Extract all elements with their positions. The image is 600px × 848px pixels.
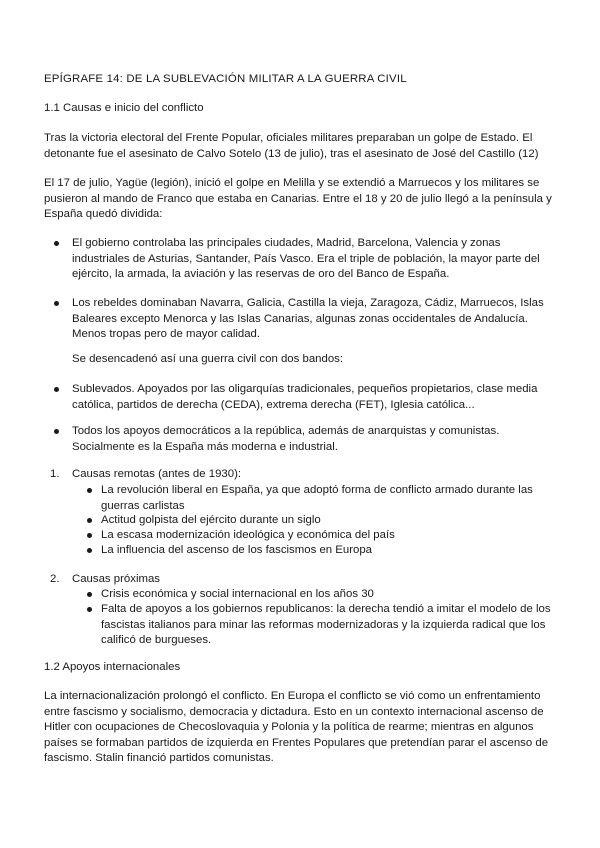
indented-line-dos-bandos: Se desencadenó así una guerra civil con dos bandos: — [72, 353, 344, 365]
bullet-icon — [54, 387, 59, 392]
section-heading-causas: 1.1 Causas e inicio del conflicto — [44, 102, 204, 114]
sub-list-item-text: Falta de apoyos a los gobiernos republicanos: la derecha tendió a imitar el modelo de los fascistas italianos para minar las reformas modernizadoras y la izquierda radical que los calificó de burgueses. — [101, 603, 551, 647]
bullet-icon — [54, 301, 59, 306]
numbered-item-label: Causas remotas (antes de 1930): — [72, 468, 242, 480]
bullet-icon — [87, 548, 92, 553]
bullet-icon — [87, 592, 92, 597]
bullet-icon — [87, 533, 92, 538]
list-item-text: Los rebeldes dominaban Navarra, Galicia, Castilla la vieja, Zaragoza, Cádiz, Marruecos, Islas Baleares excepto Menorca y las Islas Canarias, algunas zonas occidentales de Andalucía. Menos tropas pero de mayor calidad. — [72, 297, 544, 341]
sub-list-item — [101, 543, 560, 559]
paragraph-17-julio: El 17 de julio, Yagüe (legión), inició el golpe en Melilla y se extendió a Marruecos y los militares se pusieron al mando de Franco que estaba en Canarias. Entre el 18 y 20 de julio llegó a la península y España quedó dividida: — [44, 177, 552, 221]
sub-list-item — [101, 483, 560, 514]
sub-list-item-text: Actitud golpista del ejército durante un siglo — [101, 514, 321, 526]
bullet-icon — [54, 429, 59, 434]
sub-list-item — [101, 602, 560, 649]
list-item-text: Sublevados. Apoyados por las oligarquías tradicionales, pequeños propietarios, clase media católica, partidos de derecha (CEDA), extrema derecha (FET), Iglesia católica... — [72, 383, 538, 411]
sub-list-item — [101, 513, 560, 529]
list-item-gobierno — [72, 236, 560, 283]
list-item-rebeldes — [72, 296, 560, 343]
list-item-republica — [72, 424, 560, 455]
sub-list-item-text: La escasa modernización ideológica y económica del país — [101, 529, 395, 541]
paragraph-internacionalizacion: La internacionalización prolongó el conflicto. En Europa el conflicto se vió como un enfrentamiento entre fascismo y socialismo, democracia y dictadura. Esto en un contexto internacional ascenso de Hitler con ocupaciones de Checoslovaquia y Polonia y la política de rearme; mientras en algunos países se formaban partidos de izquierda en Frentes Populares que pretendían parar el ascenso de fascismo. Stalin financió partidos comunistas. — [44, 690, 549, 765]
numbered-item-causas-proximas — [50, 572, 560, 588]
sub-list-item — [101, 587, 560, 603]
list-number: 1. — [50, 468, 60, 480]
bullet-icon — [87, 488, 92, 493]
list-item-text: Todos los apoyos democráticos a la república, además de anarquistas y comunistas. Socialmente es la España más moderna e industrial. — [72, 425, 500, 453]
bullet-icon — [54, 241, 59, 246]
section-heading-apoyos: 1.2 Apoyos internacionales — [44, 661, 181, 673]
list-number: 2. — [50, 573, 60, 585]
sub-list-item-text: La revolución liberal en España, ya que adoptó forma de conflicto armado durante las guerras carlistas — [101, 484, 533, 512]
paragraph-frente-popular: Tras la victoria electoral del Frente Popular, oficiales militares preparaban un golpe de Estado. El detonante fue el asesinato de Calvo Sotelo (13 de julio), tras el asesinato de José del Castillo (12) — [44, 132, 539, 160]
list-item-sublevados — [72, 382, 560, 413]
bullet-icon — [87, 607, 92, 612]
sub-list-item-text: Crisis económica y social internacional en los años 30 — [101, 588, 374, 600]
sub-list-item-text: La influencia del ascenso de los fascismos en Europa — [101, 544, 373, 556]
list-item-text: El gobierno controlaba las principales ciudades, Madrid, Barcelona, Valencia y zonas industriales de Asturias, Santander, País Vasco. Era el triple de población, la mayor parte del ejército, la armada, la aviación y las reservas de oro del Banco de España. — [72, 237, 540, 281]
numbered-item-causas-remotas — [50, 467, 560, 483]
bullet-icon — [87, 518, 92, 523]
document-title: EPÍGRAFE 14: DE LA SUBLEVACIÓN MILITAR A LA GUERRA CIVIL — [44, 73, 407, 85]
sub-list-item — [101, 528, 560, 544]
numbered-item-label: Causas próximas — [72, 573, 160, 585]
